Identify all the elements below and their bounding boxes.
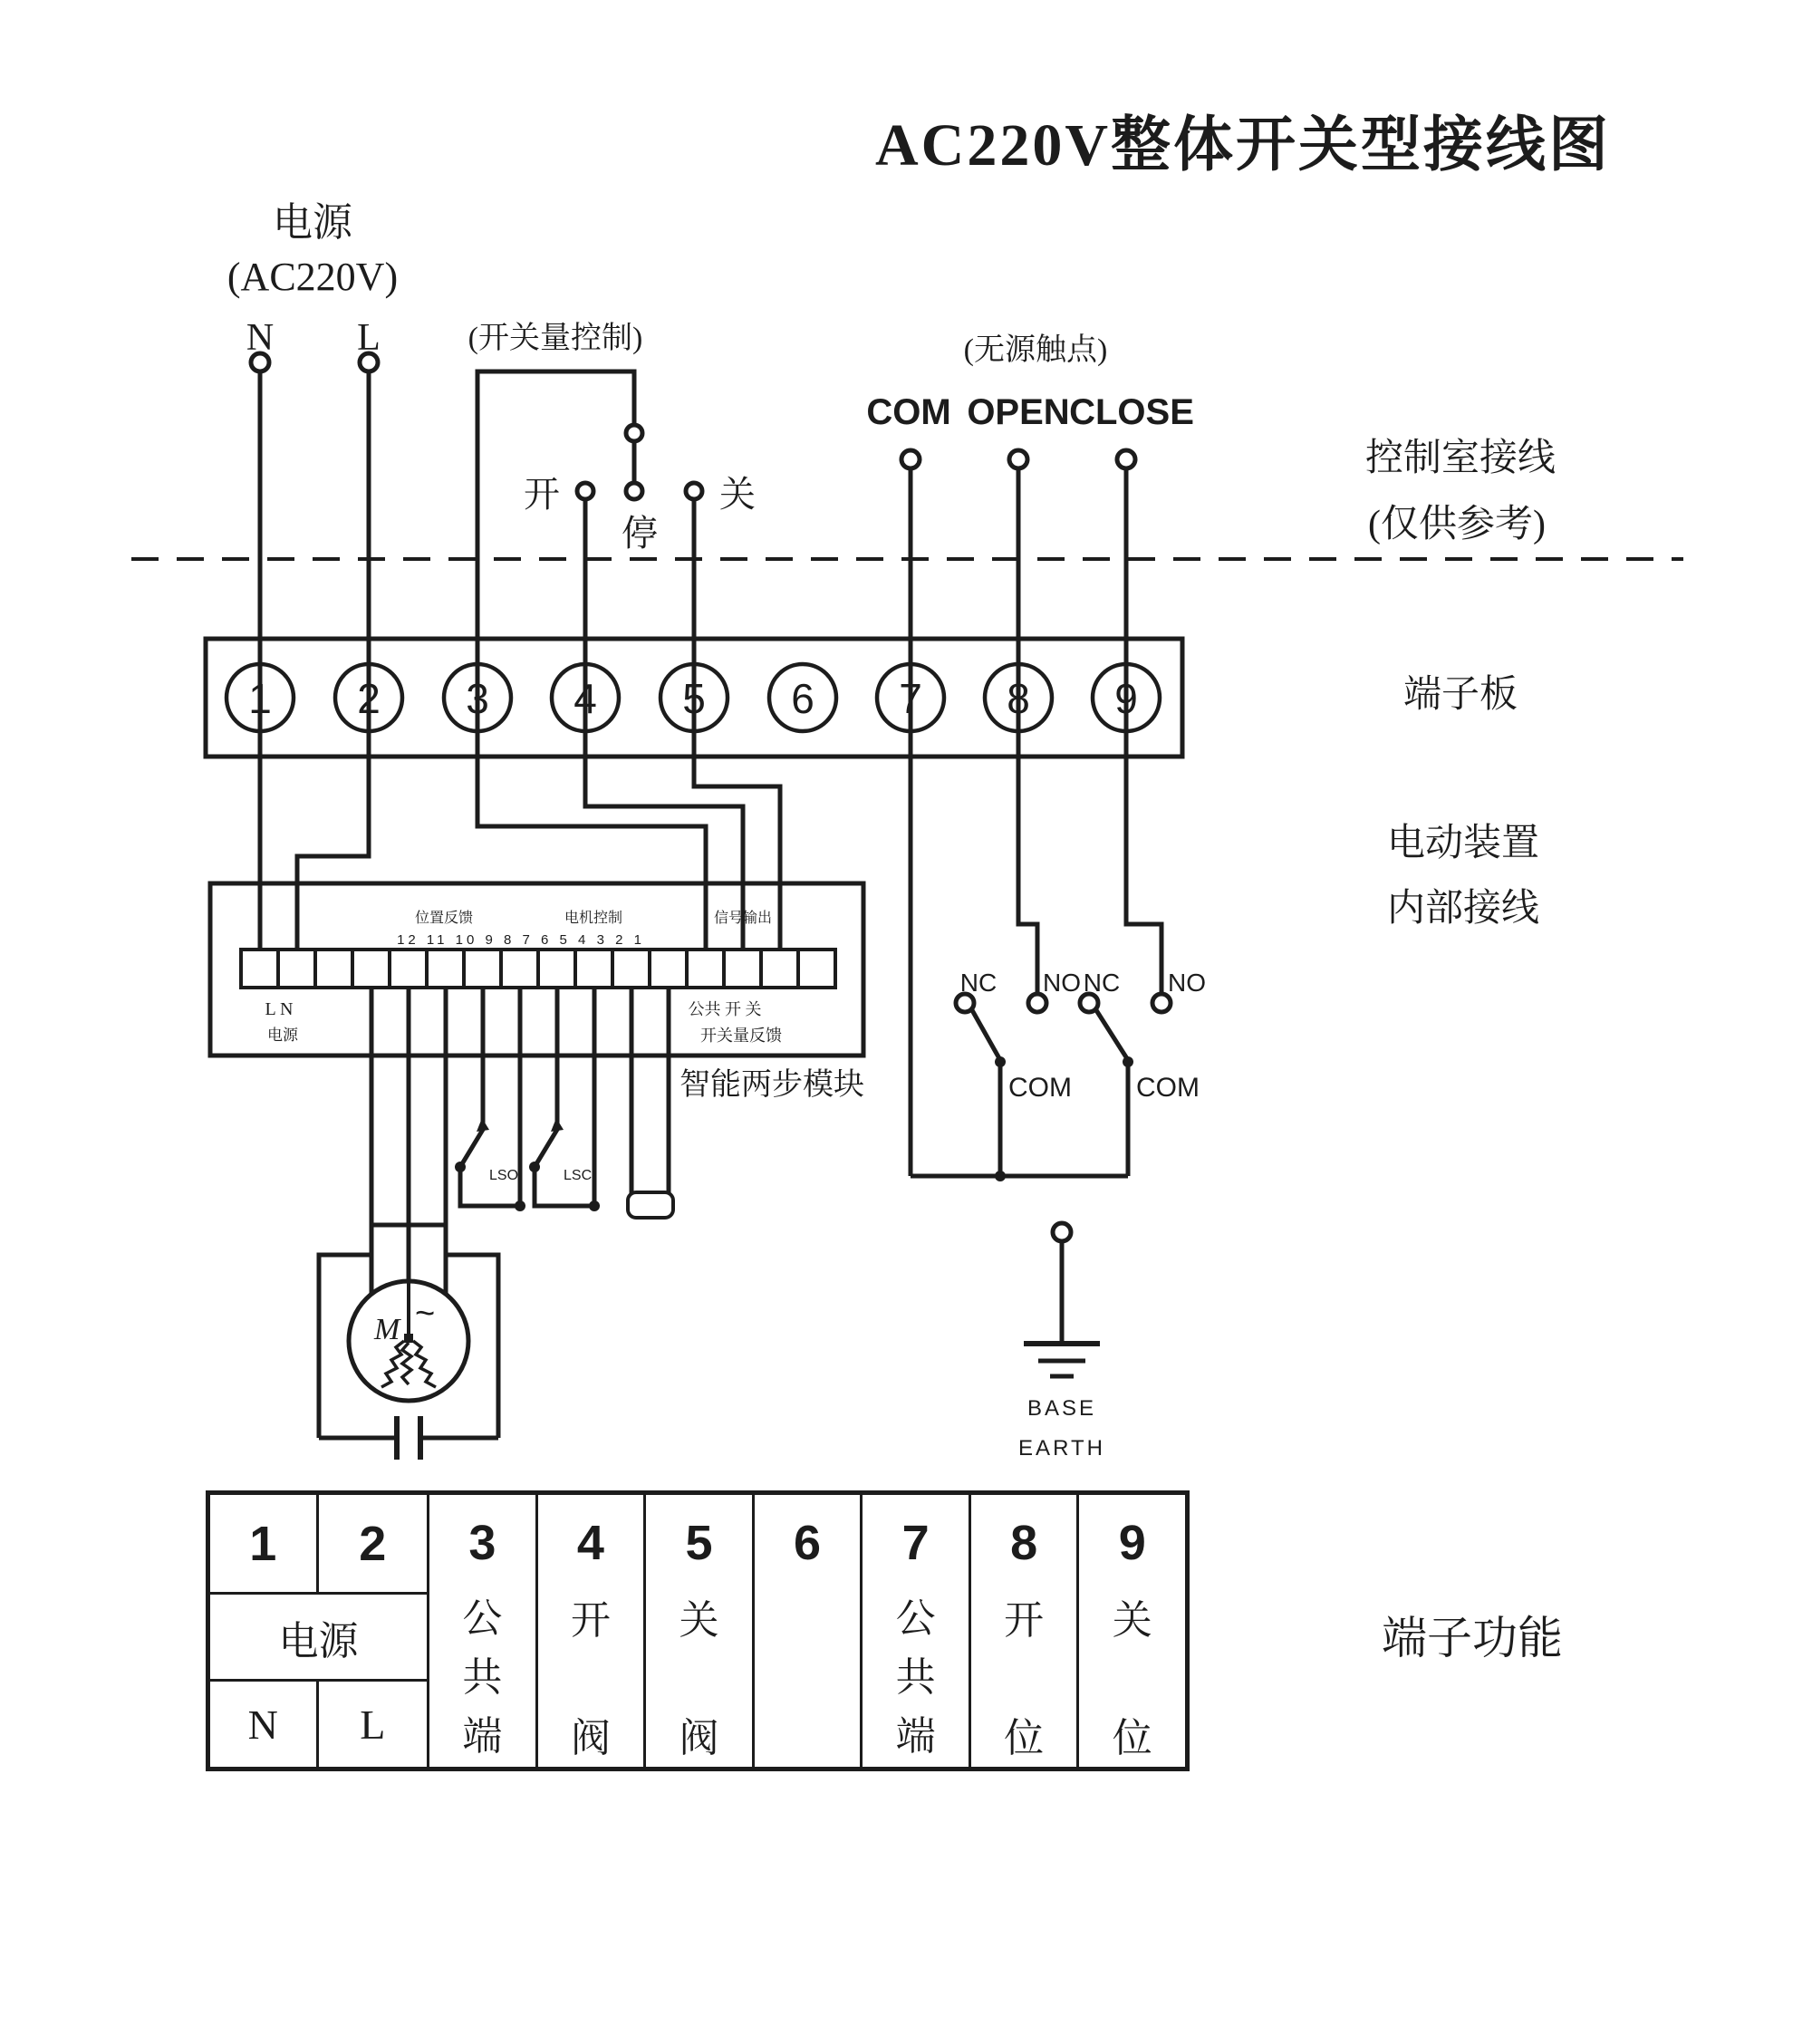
module-top-group-1: 位置反馈 — [414, 911, 474, 926]
table-cell-l: L — [360, 1701, 386, 1748]
table-num-1: 1 — [210, 1495, 319, 1592]
stop-button-lower-contact — [626, 483, 642, 499]
table-power-label: 电源 — [210, 1592, 427, 1682]
table-column-3 — [427, 1495, 535, 1767]
table-num-3: 3 — [468, 1516, 496, 1570]
module-top-group-3: 信号输出 — [713, 911, 773, 926]
table-char: 端 — [462, 1714, 503, 1759]
com-terminal — [901, 450, 920, 468]
module-top-group-2: 电机控制 — [564, 911, 623, 926]
table-num-6: 6 — [794, 1516, 822, 1570]
table-column-5 — [643, 1495, 752, 1767]
stop-button-upper-contact — [626, 425, 642, 441]
table-char: 位 — [1004, 1716, 1045, 1760]
limit-switch-open-arrowhead — [477, 1118, 489, 1132]
table-power-columns — [210, 1495, 427, 1767]
close-button-label: 关 — [719, 474, 756, 515]
relay1-no-label: NO — [1043, 969, 1081, 997]
control-room-label-line1: 控制室接线 — [1364, 438, 1557, 479]
relay1-nc-label: NC — [959, 969, 998, 997]
close-label: CLOSE — [1069, 392, 1194, 432]
junction-dot — [515, 1200, 525, 1211]
module-pin-numbers: 12 11 10 9 8 7 6 5 4 3 2 1 — [397, 932, 645, 948]
com-label: COM — [866, 392, 951, 432]
table-num-7: 7 — [901, 1516, 930, 1570]
table-char: 位 — [1112, 1716, 1152, 1760]
switch-control-label: (开关量控制) — [467, 322, 643, 355]
table-num-2: 2 — [359, 1516, 387, 1571]
table-column-4 — [535, 1495, 644, 1767]
series-component — [628, 1192, 673, 1218]
relay1-nc-contact — [956, 994, 974, 1012]
module-name-label: 智能两步模块 — [680, 1068, 864, 1102]
svg-text:4: 4 — [573, 675, 597, 722]
device-label-line1: 电动装置 — [1386, 823, 1540, 864]
junction-dot — [529, 1162, 540, 1172]
diagram-title: AC220V整体开关型接线图 — [875, 112, 1611, 178]
svg-text:7: 7 — [899, 675, 922, 722]
junction-dot — [589, 1200, 600, 1211]
table-num-4: 4 — [576, 1516, 604, 1570]
close-button-contact — [686, 483, 702, 499]
svg-text:9: 9 — [1114, 675, 1138, 722]
open-terminal — [1009, 450, 1027, 468]
relay1-lever — [972, 1010, 1000, 1060]
table-char: 公 — [895, 1596, 936, 1641]
table-num-9: 9 — [1118, 1516, 1146, 1570]
power-voltage-label: (AC220V) — [226, 255, 399, 299]
earth-terminal — [1053, 1223, 1071, 1241]
limit-switch-open-lever — [460, 1128, 484, 1167]
motor-star-node — [404, 1334, 413, 1343]
relay2-no-label: NO — [1168, 969, 1206, 997]
terminal-board-label: 端子板 — [1402, 674, 1518, 716]
motor-wave-symbol: ~ — [415, 1295, 436, 1333]
close-terminal — [1117, 450, 1135, 468]
table-char: 关 — [679, 1598, 719, 1643]
relay2-no-contact — [1152, 994, 1171, 1012]
svg-text:8: 8 — [1007, 675, 1030, 722]
earth-label-line1: BASE — [1026, 1396, 1097, 1421]
stop-button-label: 停 — [622, 513, 658, 554]
table-char: 开 — [1004, 1598, 1045, 1643]
svg-text:5: 5 — [682, 675, 706, 722]
device-label-line2: 内部接线 — [1386, 888, 1540, 930]
module-right-terminals: 公共 开 关 — [688, 1000, 762, 1018]
power-label: 电源 — [273, 200, 352, 245]
svg-text:3: 3 — [466, 675, 489, 722]
table-char: 阀 — [679, 1716, 719, 1760]
control-room-label-line2: (仅供参考) — [1368, 504, 1546, 545]
limit-switch-close-lever — [535, 1128, 558, 1167]
table-num-8: 8 — [1010, 1516, 1038, 1570]
junction-dot — [455, 1162, 466, 1172]
open-button-label: 开 — [524, 474, 560, 515]
table-cell-n: N — [210, 1682, 319, 1767]
earth-label-line2: EARTH — [1018, 1436, 1105, 1461]
svg-text:6: 6 — [791, 675, 814, 722]
relay1-no-contact — [1028, 994, 1046, 1012]
table-column-6 — [752, 1495, 861, 1767]
terminal-function-label: 端子功能 — [1382, 1613, 1563, 1663]
relay2-nc-label: NC — [1083, 969, 1121, 997]
relay2-com-label: COM — [1136, 1073, 1200, 1103]
module-right-label: 开关量反馈 — [700, 1027, 782, 1045]
table-char: 阀 — [570, 1716, 611, 1760]
limit-switch-close-arrowhead — [551, 1118, 564, 1132]
table-char: 公 — [462, 1596, 503, 1641]
live-label: L — [357, 317, 381, 359]
module-left-label: 电源 — [267, 1027, 298, 1044]
neutral-label: N — [246, 317, 275, 359]
svg-text:2: 2 — [357, 675, 381, 722]
table-char: 开 — [570, 1598, 611, 1643]
terminal-function-table — [206, 1490, 1190, 1771]
table-char: 共 — [895, 1655, 936, 1700]
table-column-8 — [969, 1495, 1077, 1767]
table-column-7 — [860, 1495, 969, 1767]
limit-switch-close-label: LSC — [564, 1168, 593, 1183]
relay2-nc-contact — [1080, 994, 1098, 1012]
limit-switch-open-label: LSO — [489, 1168, 519, 1183]
table-column-9 — [1076, 1495, 1185, 1767]
table-char: 端 — [895, 1714, 936, 1759]
open-button-contact — [577, 483, 593, 499]
motor-letter: M — [374, 1313, 400, 1346]
svg-text:1: 1 — [248, 675, 272, 722]
table-char: 共 — [462, 1655, 503, 1700]
junction-dot — [995, 1171, 1006, 1181]
relay2-lever — [1096, 1010, 1128, 1060]
open-label: OPEN — [967, 392, 1070, 432]
junction-dot — [995, 1056, 1006, 1067]
junction-dot — [1123, 1056, 1133, 1067]
table-char: 关 — [1112, 1598, 1152, 1643]
relay1-com-label: COM — [1008, 1073, 1072, 1103]
table-num-5: 5 — [685, 1516, 713, 1570]
passive-contact-label: (无源触点) — [963, 333, 1108, 367]
module-left-terminals: L N — [265, 999, 294, 1019]
